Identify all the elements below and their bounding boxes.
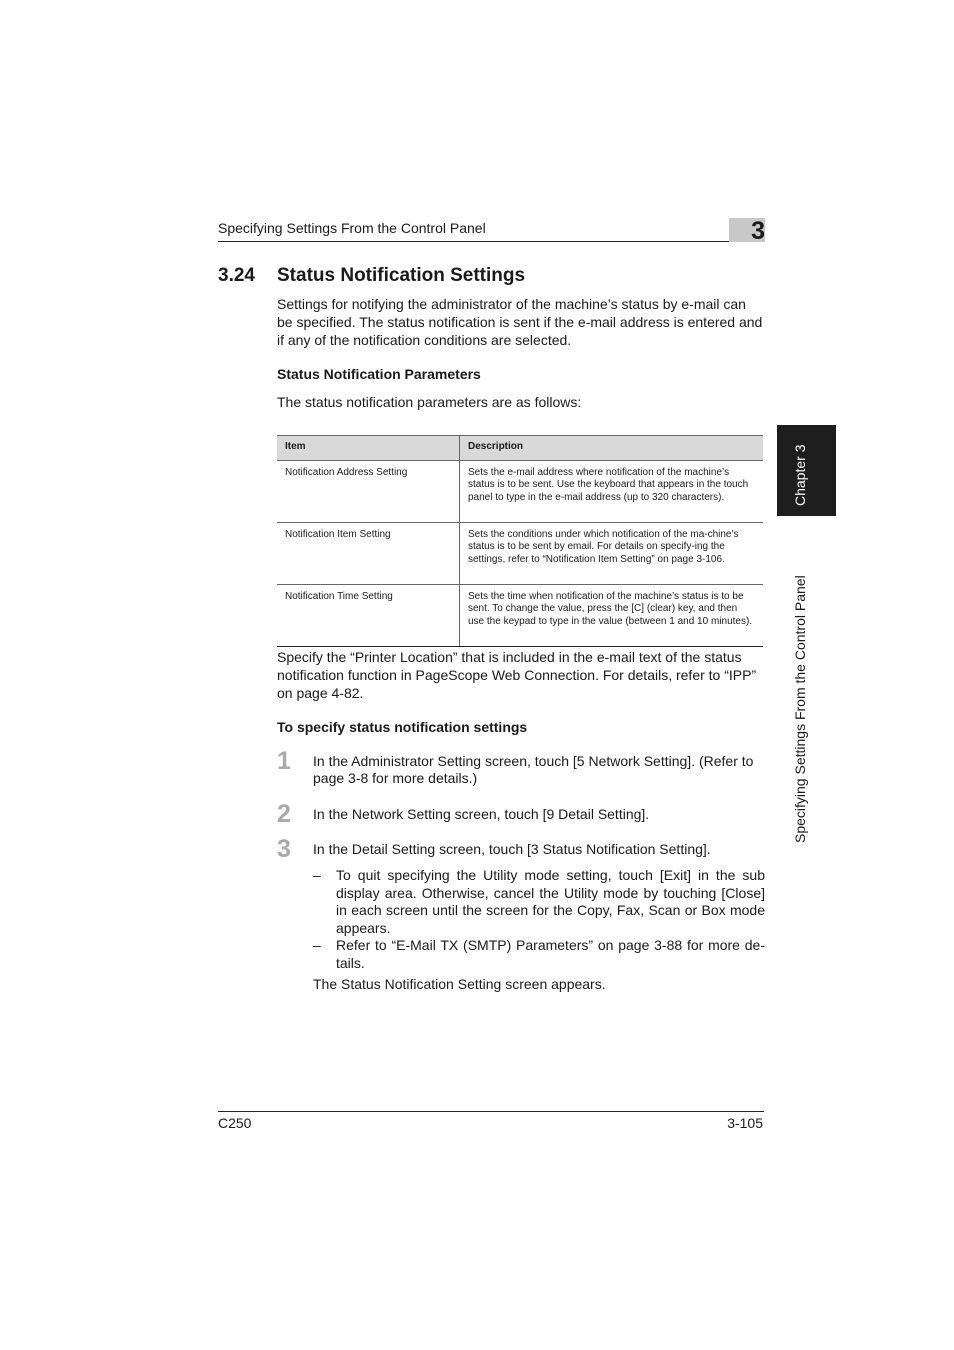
- section-intro: Settings for notifying the administrator of the machine’s status by e-mail can be specified. The status notification is sent if the e-mail address is entered and if any of the notification conditions are selected.: [277, 296, 763, 348]
- bullet-text: To quit specifying the Utility mode setting, touch [Exit] in the sub display area. Otherwise, cancel the Utility mode by touching [Close] in each screen until the screen for the Copy, Fax, Scan or Box mode appears.: [336, 867, 765, 936]
- list-item: [313, 937, 765, 972]
- footer-rule: [218, 1111, 764, 1112]
- parameters-table: [277, 435, 763, 647]
- step-text: In the Detail Setting screen, touch [3 Status Notification Setting].: [313, 841, 711, 857]
- header-rule: [218, 241, 764, 242]
- table-row: [277, 584, 763, 646]
- bullet-dash: –: [313, 937, 321, 953]
- column-header-item: Item: [277, 436, 460, 461]
- side-tab-section-label: Specifying Settings From the Control Panel: [792, 575, 808, 843]
- table-row: [277, 460, 763, 522]
- running-header-title: Specifying Settings From the Control Panel: [218, 220, 486, 236]
- printer-location-paragraph: Specify the “Printer Location” that is included in the e-mail text of the status notification function in PageScope Web Connection. For details, refer to “IPP” on page 4-82.: [277, 649, 757, 701]
- table-cell-description: Sets the time when notification of the machine’s status is to be sent. To change the value, press the [C] (clear) key, and then use the keypad to type in the value (between 1 and 10 minutes).: [460, 584, 764, 646]
- step-text: In the Administrator Setting screen, touch [5 Network Setting]. (Refer to page 3-8 for more details.): [313, 753, 754, 786]
- params-heading: Status Notification Parameters: [277, 366, 481, 382]
- table-cell-item: Notification Address Setting: [277, 460, 460, 522]
- list-item: [313, 867, 765, 937]
- column-header-description: Description: [460, 436, 764, 461]
- footer-model: C250: [218, 1115, 252, 1131]
- section-title: Status Notification Settings: [277, 265, 526, 286]
- section-number: 3.24: [218, 265, 255, 286]
- section-heading: [218, 265, 525, 287]
- footer-page-number: 3-105: [727, 1115, 763, 1131]
- step-text: In the Network Setting screen, touch [9 Detail Setting].: [313, 806, 650, 822]
- table-cell-description: Sets the e-mail address where notification of the machine’s status is to be sent. Use the keyboard that appears in the touch panel to type in the e-mail address (up to 320 characters).: [460, 460, 764, 522]
- table-cell-item: Notification Item Setting: [277, 522, 460, 584]
- bullet-text: Refer to “E-Mail TX (SMTP) Parameters” on page 3-88 for more de-tails.: [336, 937, 765, 971]
- side-tab-chapter-label: Chapter 3: [792, 444, 808, 506]
- step-number: 1: [277, 747, 291, 775]
- step-number: 3: [277, 835, 291, 863]
- step-number: 2: [277, 800, 291, 828]
- step-result: The Status Notification Setting screen appears.: [313, 976, 606, 992]
- bullet-dash: –: [313, 867, 321, 883]
- params-lead: The status notification parameters are as follows:: [277, 394, 582, 410]
- procedure-heading: To specify status notification settings: [277, 719, 528, 735]
- table-header-row: [277, 436, 763, 461]
- table-cell-item: Notification Time Setting: [277, 584, 460, 646]
- table-row: [277, 522, 763, 584]
- table-cell-description: Sets the conditions under which notification of the ma-chine’s status is to be sent by email. For details on specify-ing the settings, refer to “Notification Item Setting” on page 3-106.: [460, 522, 764, 584]
- chapter-number: 3: [751, 217, 765, 245]
